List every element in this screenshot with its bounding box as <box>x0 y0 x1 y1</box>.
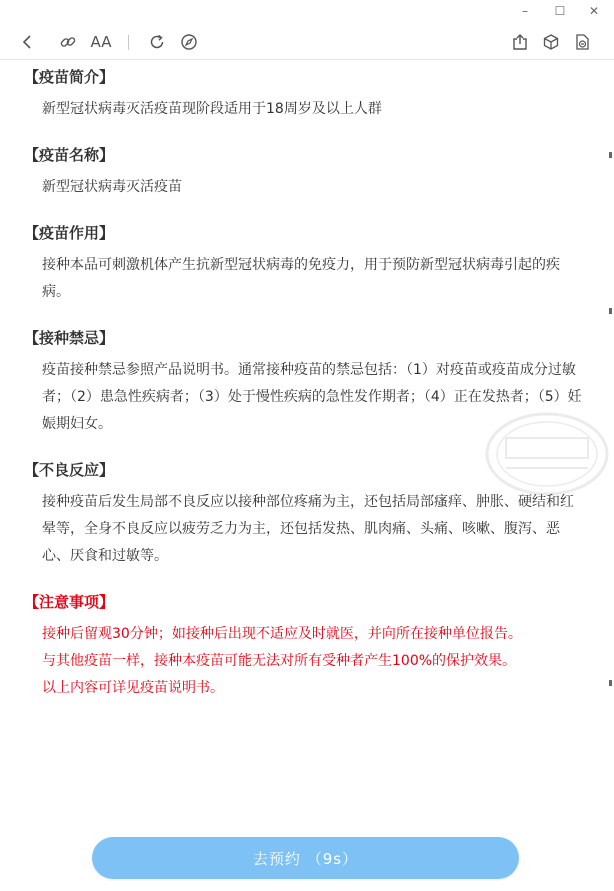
refresh-icon[interactable] <box>145 30 169 54</box>
toolbar-divider <box>128 35 129 50</box>
back-icon[interactable] <box>16 30 40 54</box>
section-body <box>24 489 592 570</box>
section-title: 【注意事项】 <box>24 593 115 611</box>
vaccine-info-content <box>24 66 592 723</box>
section-paragraph: 与其他疫苗一样，接种本疫苗可能无法对所有受种者产生100%的保护效果。 <box>42 653 517 669</box>
minimize-button[interactable]: – <box>522 4 528 18</box>
font-size-icon[interactable]: AA <box>90 33 112 51</box>
section-title: 【不良反应】 <box>24 461 115 479</box>
section-paragraph: 接种后留观30分钟；如接种后出现不适应及时就医，并向所在接种单位报告。 <box>42 626 522 642</box>
window-title-bar <box>0 0 614 22</box>
section-body <box>24 252 592 306</box>
section-body <box>24 96 592 123</box>
section-title: 【疫苗简介】 <box>24 68 115 86</box>
section-title: 【疫苗作用】 <box>24 224 115 242</box>
more-icon[interactable] <box>570 30 594 54</box>
book-appointment-button[interactable]: 去预约 （9s） <box>92 837 519 879</box>
section-body <box>24 174 592 201</box>
browser-toolbar <box>0 24 614 60</box>
section-body <box>24 621 592 702</box>
section-paragraph: 接种疫苗后发生局部不良反应以接种部位疼痛为主，还包括局部瘙痒、肿胀、硬结和红晕等，全身不良反应以疲劳乏力为主，还包括发热、肌肉痛、头痛、咳嗽、腹泻、恶心、厌食和过敏等。 <box>42 494 574 564</box>
cube-icon[interactable] <box>539 30 563 54</box>
section-title: 【疫苗名称】 <box>24 146 115 164</box>
link-icon[interactable] <box>56 30 80 54</box>
info-section <box>24 144 592 201</box>
info-section <box>24 66 592 123</box>
book-button-wrap <box>92 837 519 879</box>
info-section <box>24 222 592 306</box>
watermark-stamp <box>484 410 610 498</box>
section-paragraph: 疫苗接种禁忌参照产品说明书。通常接种疫苗的禁忌包括：（1）对疫苗或疫苗成分过敏者；（2）患急性疾病者；（3）处于慢性疾病的急性发作期者；（4）正在发热者；（5）妊娠期妇女。 <box>42 362 582 432</box>
maximize-button[interactable]: ☐ <box>554 4 566 18</box>
info-section <box>24 591 592 702</box>
section-paragraph: 新型冠状病毒灭活疫苗现阶段适用于18周岁及以上人群 <box>42 101 382 117</box>
share-icon[interactable] <box>508 30 532 54</box>
section-title: 【接种禁忌】 <box>24 329 115 347</box>
edge-mark <box>609 152 612 158</box>
edge-mark <box>609 680 612 686</box>
section-paragraph: 新型冠状病毒灭活疫苗 <box>42 179 182 195</box>
compass-icon[interactable] <box>177 30 201 54</box>
section-paragraph: 接种本品可刺激机体产生抗新型冠状病毒的免疫力，用于预防新型冠状病毒引起的疾病。 <box>42 257 560 300</box>
close-button[interactable]: ✕ <box>588 4 600 18</box>
edge-mark <box>609 308 612 314</box>
section-paragraph: 以上内容可详见疫苗说明书。 <box>42 680 224 696</box>
